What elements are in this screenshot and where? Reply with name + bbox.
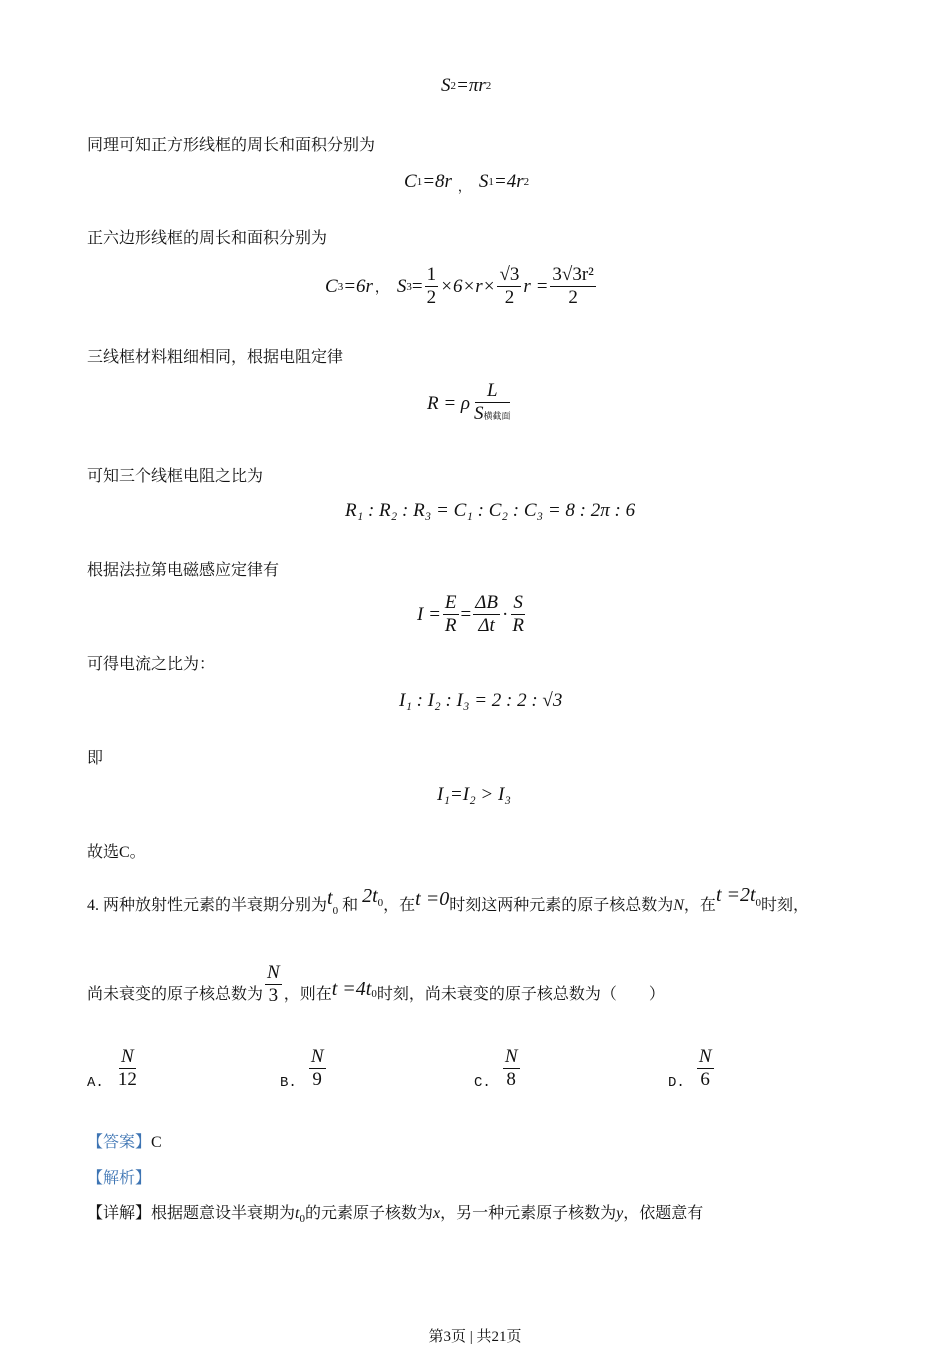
eq-part: 1 (416, 175, 423, 188)
eq-part: ， (457, 179, 471, 194)
equation-current-ratio: I₁ : I₂ : I₃ = 2 : 2 : √3 (399, 690, 563, 711)
text-line: 故选C。 (87, 844, 146, 861)
eq-part: 6 (700, 1069, 710, 1090)
fraction (116, 1046, 139, 1091)
question-line-2 (87, 962, 665, 1007)
option-label: A. (87, 1074, 104, 1091)
eq-part: R = ρ (427, 392, 471, 414)
fraction (265, 962, 282, 1007)
eq-part: =8r (422, 170, 452, 192)
eq-part: N (504, 1046, 518, 1067)
text-line: 可得电流之比为： (87, 656, 216, 673)
fraction (497, 264, 521, 309)
math: 0 (371, 988, 377, 1000)
eq-part: 2 (504, 287, 515, 308)
text: ，在 (683, 897, 716, 914)
answer-value: C (151, 1134, 162, 1151)
equation-current (417, 592, 528, 637)
math: t (327, 887, 333, 909)
fraction (309, 1046, 326, 1091)
eq-part: = (411, 275, 423, 297)
eq-part: I = (417, 603, 441, 625)
text-line: 正六边形线框的周长和面积分别为 (87, 230, 328, 247)
math: y (616, 1205, 624, 1222)
answer-line (87, 1133, 162, 1153)
text: 根据题意设半衰期为 (151, 1205, 296, 1222)
detail-tag: 【详解】 (87, 1205, 152, 1222)
eq-part: C (325, 275, 338, 297)
text-line: 即 (87, 750, 104, 767)
text: 时刻这两种元素的原子核总数为 (449, 897, 674, 914)
fraction (472, 380, 513, 427)
eq-part: 8 (506, 1069, 516, 1090)
eq-part: ， (374, 280, 389, 296)
math: x (433, 1205, 441, 1222)
eq-part: S (396, 275, 407, 297)
equation-resistance-law (427, 380, 515, 427)
eq-part: 2 (450, 80, 456, 92)
text: 尚未衰变的原子核总数为 (87, 986, 264, 1003)
equation-s2 (441, 75, 491, 97)
text: ，依题意有 (623, 1205, 704, 1222)
eq-part: S (478, 170, 489, 192)
eq-part: 2 (568, 287, 578, 308)
option-b[interactable] (280, 1046, 328, 1091)
eq-part: 2 (485, 80, 492, 92)
text-line: 可知三个线框电阻之比为 (87, 468, 264, 485)
question-number: 4. (87, 897, 99, 914)
detail-line (87, 1204, 703, 1229)
text: 时刻，尚未衰变的原子核总数为（ ） (376, 986, 665, 1003)
eq-part: N (310, 1046, 324, 1067)
eq-part: C (404, 170, 417, 192)
eq-part: 9 (312, 1069, 322, 1090)
math: t (295, 1205, 300, 1222)
equation-c3-s3 (325, 264, 598, 309)
equation-c1-s1 (404, 168, 529, 195)
eq-part: N (267, 962, 280, 983)
text: ，在 (383, 897, 416, 914)
eq-part: =4r (493, 170, 524, 192)
text-line: 根据法拉第电磁感应定律有 (87, 562, 280, 579)
math: 0 (377, 897, 384, 909)
option-label: C. (474, 1074, 491, 1091)
eq-part: 1 (488, 175, 494, 188)
eq-part: 3√3r² (552, 264, 594, 285)
eq-part: S (474, 403, 484, 424)
eq-part: Δt (478, 615, 495, 636)
math: 0 (755, 897, 762, 909)
text: ，则在 (283, 986, 332, 1003)
page-footer: 第3页 | 共21页 (428, 1329, 522, 1345)
eq-part: · (502, 603, 509, 625)
math: t =2t (715, 884, 756, 906)
fraction (443, 592, 459, 637)
eq-part: S (441, 75, 451, 96)
fraction (697, 1046, 714, 1091)
eq-part: E (444, 592, 457, 613)
fraction (425, 264, 439, 309)
analysis-tag: 【解析】 (87, 1170, 152, 1187)
eq-part: =6r (343, 275, 373, 297)
text: ，另一种元素原子核数为 (440, 1205, 617, 1222)
equation-comparison: I₁=I₂ > I₃ (437, 784, 511, 805)
eq-part: = (460, 603, 472, 625)
math: t =4t (331, 978, 372, 1000)
math: t =0 (415, 888, 450, 910)
eq-part: 2 (523, 175, 530, 188)
math: 0 (332, 905, 339, 917)
option-d[interactable] (668, 1046, 716, 1091)
option-label: B. (280, 1074, 297, 1091)
text: 和 (342, 897, 359, 914)
eq-part: 1 (426, 264, 437, 285)
eq-part: 3 (337, 280, 344, 293)
eq-part: r = (523, 275, 549, 297)
eq-part: 12 (117, 1069, 137, 1090)
eq-part: R (512, 615, 524, 636)
fraction (550, 264, 595, 309)
fraction (503, 1046, 520, 1091)
equation-resistance-ratio: R₁ : R₂ : R₃ = C₁ : C₂ : C₃ = 8 : 2π : 6 (345, 500, 636, 521)
question-line-1 (87, 880, 809, 926)
eq-part: 3 (406, 280, 412, 293)
math: N (673, 897, 684, 914)
eq-part: L (475, 380, 510, 403)
eq-part: √3 (499, 264, 520, 285)
fraction (473, 592, 500, 637)
analysis-line (87, 1169, 151, 1189)
fraction (510, 592, 526, 637)
text: 的元素原子核数为 (304, 1205, 433, 1222)
eq-part: 横截面 (483, 411, 511, 421)
text-line: 三线框材料粗细相同，根据电阻定律 (87, 349, 344, 366)
option-label: D. (668, 1074, 685, 1091)
eq-part: N (698, 1046, 712, 1067)
math: 2t (362, 885, 378, 907)
text: 两种放射性元素的半衰期分别为 (103, 897, 328, 914)
eq-part: ΔB (475, 592, 498, 613)
eq-part: ×6×r× (440, 275, 496, 297)
text: 时刻， (761, 897, 810, 914)
eq-part: =πr (456, 75, 486, 96)
eq-part: N (120, 1046, 134, 1067)
eq-part: 3 (268, 985, 279, 1006)
math: 0 (299, 1213, 305, 1225)
answer-tag: 【答案】 (87, 1134, 152, 1151)
option-a[interactable] (87, 1046, 141, 1091)
option-c[interactable] (474, 1046, 522, 1091)
eq-part: S (513, 592, 523, 613)
eq-part: R (444, 615, 457, 636)
text-line: 同理可知正方形线框的周长和面积分别为 (87, 137, 376, 154)
eq-part: 2 (426, 287, 437, 308)
